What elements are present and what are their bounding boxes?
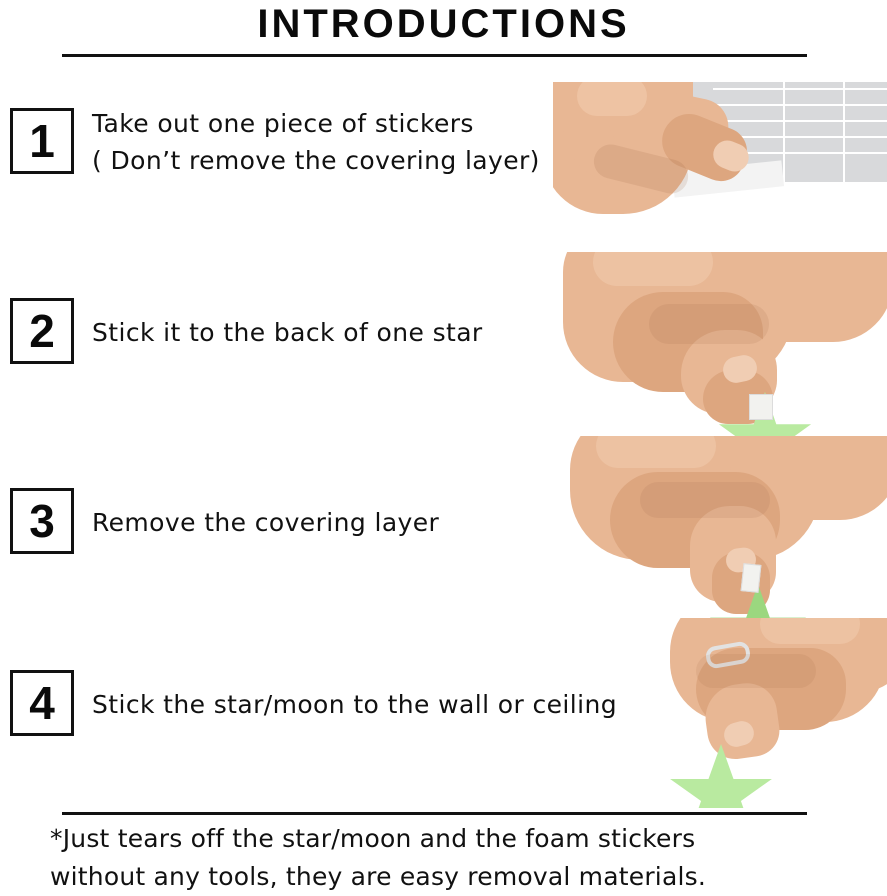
footnote-line-1: *Just tears off the star/moon and the foam stickers	[50, 824, 696, 853]
step-1-image	[553, 82, 887, 222]
step-3-number: 3	[10, 488, 74, 554]
step-2-image	[553, 252, 887, 442]
step-1	[0, 100, 887, 230]
step-3-line-1: Remove the covering layer	[92, 508, 440, 537]
step-4-number: 4	[10, 670, 74, 736]
footnote	[50, 820, 850, 896]
step-4-line-1: Stick the star/moon to the wall or ceiling	[92, 690, 617, 719]
footnote-line-2: without any tools, they are easy removal materials.	[50, 862, 706, 891]
page-title: INTRODUCTIONS	[257, 2, 630, 46]
divider-top	[62, 54, 807, 57]
step-1-line-2: ( Don’t remove the covering layer)	[92, 146, 540, 175]
step-3-text	[92, 504, 562, 541]
step-1-text	[92, 105, 562, 179]
step-2-text	[92, 314, 562, 351]
step-4	[0, 660, 887, 810]
step-4-image	[650, 618, 887, 808]
step-2-number: 2	[10, 298, 74, 364]
divider-bottom	[62, 812, 807, 815]
step-3-image	[570, 436, 887, 626]
step-1-number: 1	[10, 108, 74, 174]
step-2	[0, 288, 887, 438]
step-1-line-1: Take out one piece of stickers	[92, 109, 474, 138]
step-3	[0, 478, 887, 628]
step-4-text	[92, 686, 692, 723]
step-2-line-1: Stick it to the back of one star	[92, 318, 483, 347]
